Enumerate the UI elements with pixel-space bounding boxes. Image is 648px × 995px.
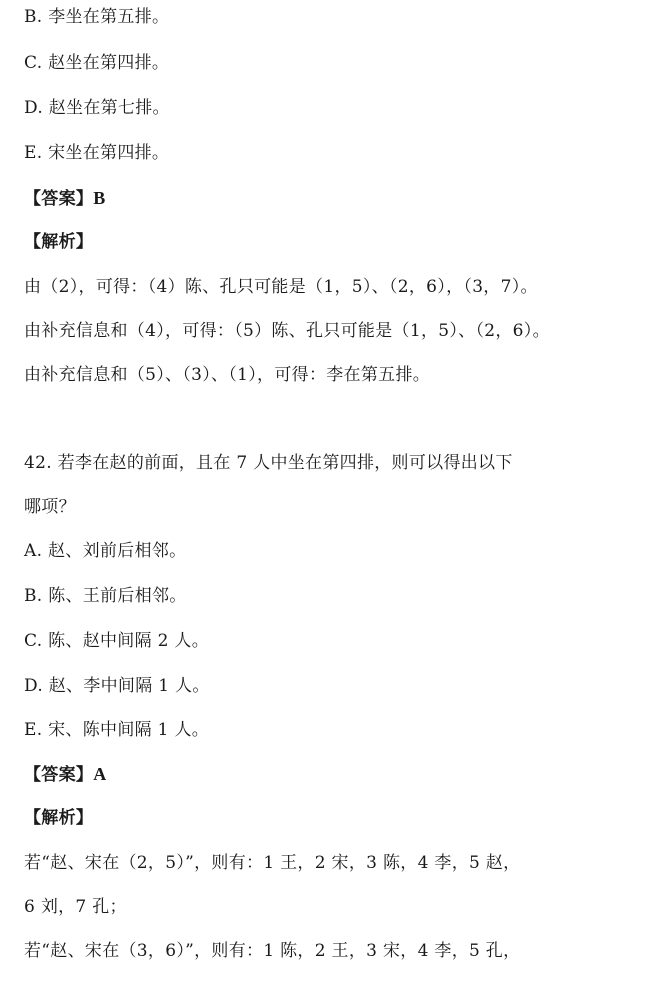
q42-analysis-label: 【解析】 xyxy=(24,808,94,828)
q42-answer-value: A xyxy=(93,764,107,784)
q42-analysis-line-1: 若“赵、宋在（2，5）”，则有：1 王，2 宋，3 陈，4 李，5 赵， xyxy=(24,853,521,873)
q42-option-e: E. 宋、陈中间隔 1 人。 xyxy=(24,720,210,740)
prev-answer xyxy=(24,187,106,210)
q42-analysis-heading xyxy=(24,807,93,829)
prev-analysis-heading xyxy=(24,231,93,253)
prev-analysis-line-2: 由补充信息和（4），可得：（5）陈、孔只可能是（1，5）、（2，6）。 xyxy=(24,321,550,341)
q42-stem-line-1: 42. 若李在赵的前面，且在 7 人中坐在第四排，则可以得出以下 xyxy=(24,453,513,473)
prev-answer-label: 【答案】 xyxy=(24,189,94,209)
prev-option-c: C. 赵坐在第四排。 xyxy=(24,53,170,73)
q42-analysis-line-2: 6 刘，7 孔； xyxy=(24,897,127,917)
q42-option-c: C. 陈、赵中间隔 2 人。 xyxy=(24,631,210,651)
prev-answer-value: B xyxy=(93,188,106,208)
q42-option-d: D. 赵、李中间隔 1 人。 xyxy=(24,676,210,696)
prev-option-d: D. 赵坐在第七排。 xyxy=(24,98,170,118)
q42-analysis-line-3: 若“赵、宋在（3，6）”，则有：1 陈，2 王，3 宋，4 李，5 孔， xyxy=(24,941,521,961)
prev-analysis-line-1: 由（2），可得：（4）陈、孔只可能是（1，5）、（2，6），（3，7）。 xyxy=(24,277,538,297)
prev-analysis-line-3: 由补充信息和（5）、（3）、（1），可得：李在第五排。 xyxy=(24,365,431,385)
prev-option-b: B. 李坐在第五排。 xyxy=(24,7,170,27)
q42-option-b: B. 陈、王前后相邻。 xyxy=(24,586,187,606)
q42-answer-label: 【答案】 xyxy=(24,765,94,785)
q42-answer xyxy=(24,763,107,786)
q42-stem-line-2: 哪项？ xyxy=(24,497,76,517)
prev-option-e: E. 宋坐在第四排。 xyxy=(24,143,170,163)
q42-option-a: A. 赵、刘前后相邻。 xyxy=(24,541,187,561)
prev-analysis-label: 【解析】 xyxy=(24,232,94,252)
